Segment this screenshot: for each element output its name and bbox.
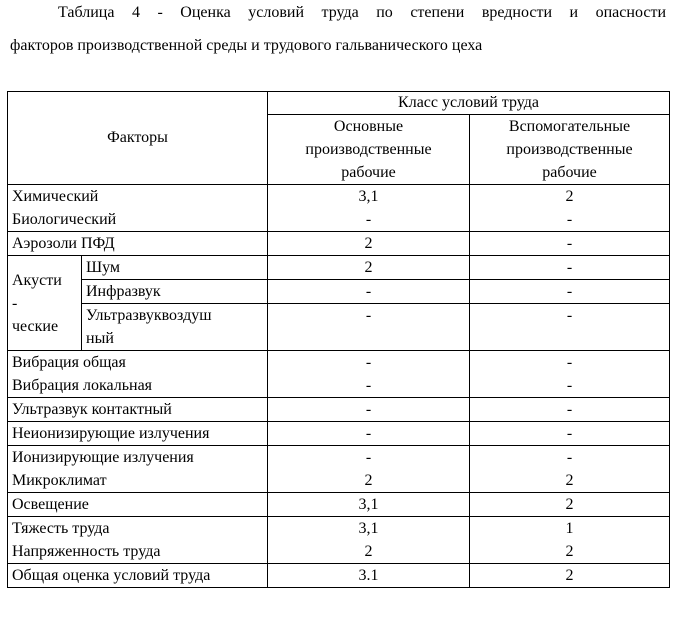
- factor-label: ный: [86, 330, 114, 347]
- aux-value: -: [566, 401, 573, 418]
- table-caption-line-2: факторов производственной среды и трудового гальванического цеха: [10, 37, 483, 54]
- acoustic-label-line: Акусти: [12, 271, 62, 289]
- header-col-main-line: рабочие: [341, 164, 396, 181]
- table-row-total: [8, 564, 670, 588]
- factor-label: Аэрозоли ПФД: [12, 235, 115, 252]
- factor-label: Тяжесть труда: [12, 520, 110, 537]
- table-row: [8, 493, 670, 517]
- main-cell: [268, 351, 470, 398]
- factor-label: Ионизирующие излучения: [12, 449, 194, 466]
- aux-value: -: [566, 259, 573, 276]
- main-value: -: [365, 211, 372, 228]
- aux-cell: [470, 517, 670, 564]
- acoustic-label-line: -: [12, 294, 18, 312]
- table-row: [8, 351, 670, 398]
- aux-value: 2: [565, 496, 574, 513]
- main-value: 3.1: [358, 567, 379, 584]
- main-cell: [268, 232, 470, 256]
- table-caption-line-1: Таблица 4 - Оценка условий труда по степени вредности и опасности: [58, 4, 666, 21]
- factor-label: Ультразвуквоздуш: [86, 307, 212, 324]
- aux-cell: [470, 351, 670, 398]
- aux-value: 1: [565, 520, 574, 537]
- factor-cell: [8, 398, 268, 422]
- factor-cell: [8, 517, 268, 564]
- main-value: -: [365, 307, 372, 324]
- main-value: -: [365, 354, 372, 371]
- main-cell: [268, 493, 470, 517]
- factor-label: Инфразвук: [86, 283, 161, 300]
- main-cell: [268, 256, 470, 280]
- main-cell: [268, 564, 470, 588]
- aux-cell: [470, 232, 670, 256]
- table-row: [8, 232, 670, 256]
- header-col-aux-line: производственные: [506, 141, 633, 158]
- main-value: -: [365, 377, 372, 394]
- main-cell: [268, 280, 470, 304]
- table-row: [8, 517, 670, 564]
- header-col-aux-line: Вспомогательные: [508, 118, 631, 135]
- aux-value: 2: [565, 472, 574, 489]
- main-cell: [268, 422, 470, 446]
- main-value: 3,1: [358, 520, 379, 537]
- factor-label: Освещение: [12, 496, 89, 513]
- main-value: 2: [364, 543, 373, 560]
- aux-value: 2: [565, 188, 574, 205]
- header-factors: [8, 92, 268, 185]
- main-value: -: [365, 401, 372, 418]
- aux-value: 2: [565, 543, 574, 560]
- aux-value: -: [566, 307, 573, 324]
- factor-cell: [82, 304, 268, 351]
- main-value: 2: [364, 259, 373, 276]
- factor-cell: [8, 351, 268, 398]
- aux-value: -: [566, 283, 573, 300]
- main-cell: [268, 304, 470, 351]
- aux-value: -: [566, 449, 573, 466]
- factor-label: Ультразвук контактный: [12, 401, 172, 418]
- header-row-1: [8, 92, 670, 115]
- factor-label: Общая оценка условий труда: [12, 567, 211, 584]
- aux-cell: [470, 398, 670, 422]
- working-conditions-table: [7, 91, 670, 588]
- table-row: [8, 280, 670, 304]
- factor-label: Напряженность труда: [12, 543, 161, 560]
- factor-label: Вибрация локальная: [12, 377, 153, 394]
- factor-label: Микроклимат: [12, 472, 107, 489]
- header-col-main-line: производственные: [305, 141, 432, 158]
- header-col-main-line: Основные: [333, 118, 404, 135]
- aux-value: -: [566, 235, 573, 252]
- main-value: 2: [364, 472, 373, 489]
- aux-cell: [470, 564, 670, 588]
- table-row: [8, 446, 670, 493]
- main-cell: [268, 185, 470, 232]
- factor-cell: [8, 185, 268, 232]
- header-factors-label: Факторы: [107, 129, 168, 146]
- aux-cell: [470, 304, 670, 351]
- acoustic-group-label: [8, 256, 82, 351]
- aux-cell: [470, 446, 670, 493]
- factor-cell: [8, 493, 268, 517]
- table-row: [8, 185, 670, 232]
- header-class-group: [268, 92, 670, 115]
- factor-cell: [82, 256, 268, 280]
- factor-cell: [8, 564, 268, 588]
- factor-label: Вибрация общая: [12, 354, 126, 371]
- factor-cell: [82, 280, 268, 304]
- main-cell: [268, 517, 470, 564]
- main-value: -: [365, 449, 372, 466]
- factor-cell: [8, 446, 268, 493]
- factor-cell: [8, 232, 268, 256]
- main-cell: [268, 446, 470, 493]
- table-row: [8, 422, 670, 446]
- aux-value: -: [566, 377, 573, 394]
- table-row: [8, 304, 670, 351]
- aux-cell: [470, 256, 670, 280]
- main-value: -: [365, 425, 372, 442]
- acoustic-label-line: ческие: [12, 317, 59, 335]
- factor-label: Биологический: [12, 211, 117, 228]
- header-col-aux: [470, 115, 670, 185]
- aux-cell: [470, 422, 670, 446]
- aux-value: 2: [565, 567, 574, 584]
- aux-cell: [470, 493, 670, 517]
- aux-value: -: [566, 211, 573, 228]
- main-value: 3,1: [358, 188, 379, 205]
- factor-label: Шум: [86, 259, 121, 276]
- table-row: [8, 256, 670, 280]
- main-value: -: [365, 283, 372, 300]
- main-value: 2: [364, 235, 373, 252]
- header-class-group-label: Класс условий труда: [398, 94, 539, 111]
- aux-value: -: [566, 354, 573, 371]
- header-col-main: [268, 115, 470, 185]
- main-value: 3,1: [358, 496, 379, 513]
- factor-label: Химический: [12, 188, 99, 205]
- factor-label: Неионизирующие излучения: [12, 425, 210, 442]
- factor-cell: [8, 422, 268, 446]
- header-col-aux-line: рабочие: [542, 164, 597, 181]
- table-row: [8, 398, 670, 422]
- aux-value: -: [566, 425, 573, 442]
- aux-cell: [470, 185, 670, 232]
- main-cell: [268, 398, 470, 422]
- aux-cell: [470, 280, 670, 304]
